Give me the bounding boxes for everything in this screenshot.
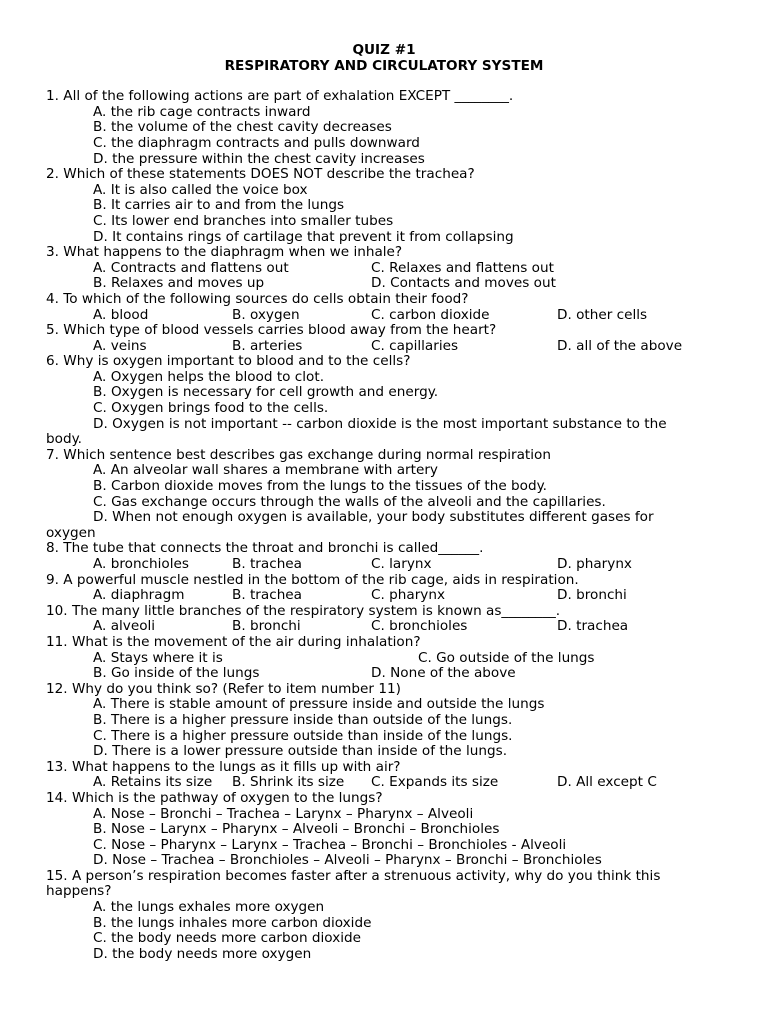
option-d: D. When not enough oxygen is available, your body substitutes different gases for <box>93 509 654 526</box>
option-d: D. the pressure within the chest cavity increases <box>93 150 425 167</box>
question-10 <box>0 604 768 635</box>
option-d: D. other cells <box>557 306 648 323</box>
question-text: 10. The many little branches of the respiratory system is known as________. <box>46 602 561 619</box>
option-c: C. Gas exchange occurs through the walls of the alveoli and the capillaries. <box>93 493 606 510</box>
option-c: C. Expands its size <box>371 774 499 791</box>
option-a: A. It is also called the voice box <box>93 181 308 198</box>
question-9 <box>0 573 768 604</box>
question-text-continued: happens? <box>46 883 112 900</box>
question-6 <box>0 354 768 448</box>
option-d: D. Contacts and moves out <box>371 275 556 292</box>
option-b: B. Go inside of the lungs <box>93 665 260 682</box>
option-b: B. Nose – Larynx – Pharynx – Alveoli – Bronchi – Bronchioles <box>93 821 500 838</box>
question-4 <box>0 292 768 323</box>
option-a: A. alveoli <box>93 618 156 635</box>
option-c: C. pharynx <box>371 587 446 604</box>
question-text: 9. A powerful muscle nestled in the bottom of the rib cage, aids in respiration. <box>46 571 579 588</box>
question-text: 11. What is the movement of the air during inhalation? <box>46 633 421 650</box>
option-row <box>0 588 768 604</box>
question-text: 4. To which of the following sources do cells obtain their food? <box>46 290 469 307</box>
option-b: B. Shrink its size <box>232 774 345 791</box>
option-c: C. bronchioles <box>371 618 468 635</box>
option-b: B. the lungs inhales more carbon dioxide <box>93 914 372 931</box>
option-d: D. None of the above <box>371 665 516 682</box>
option-row <box>0 308 768 324</box>
question-text: 12. Why do you think so? (Refer to item number 11) <box>46 680 401 697</box>
option-a: A. the lungs exhales more oxygen <box>93 899 325 916</box>
option-b: B. It carries air to and from the lungs <box>93 197 345 214</box>
question-13 <box>0 760 768 791</box>
question-7 <box>0 448 768 542</box>
question-11 <box>0 635 768 682</box>
option-row <box>0 276 768 292</box>
option-c: C. There is a higher pressure outside than inside of the lungs. <box>93 727 513 744</box>
question-5 <box>0 323 768 354</box>
option-a: A. Retains its size <box>93 774 213 791</box>
option-d: D. Nose – Trachea – Bronchioles – Alveoli – Pharynx – Bronchi – Bronchioles <box>93 852 602 869</box>
option-d-continued: oxygen <box>46 524 96 541</box>
option-c: C. the body needs more carbon dioxide <box>93 930 362 947</box>
option-d: D. the body needs more oxygen <box>93 945 312 962</box>
question-text: 8. The tube that connects the throat and bronchi is called______. <box>46 540 484 557</box>
option-a: A. blood <box>93 306 149 323</box>
quiz-title: QUIZ #1 <box>352 42 416 58</box>
option-b: B. arteries <box>232 337 303 354</box>
question-text: 7. Which sentence best describes gas exchange during normal respiration <box>46 446 551 463</box>
question-8 <box>0 541 768 572</box>
question-3 <box>0 245 768 292</box>
option-d: D. It contains rings of cartilage that prevent it from collapsing <box>93 228 514 245</box>
option-a: A. the rib cage contracts inward <box>93 103 311 120</box>
option-d: D. all of the above <box>557 337 683 354</box>
option-b: B. oxygen <box>232 306 300 323</box>
option-row <box>0 775 768 791</box>
option-b: B. Oxygen is necessary for cell growth and energy. <box>93 384 439 401</box>
option-d: D. pharynx <box>557 556 632 572</box>
option-b: B. trachea <box>232 587 302 604</box>
option-a: A. There is stable amount of pressure inside and outside the lungs <box>93 696 545 713</box>
option-d: D. All except C <box>557 774 657 791</box>
question-12 <box>0 682 768 760</box>
option-a: A. Oxygen helps the blood to clot. <box>93 368 325 385</box>
option-c: C. Nose – Pharynx – Larynx – Trachea – Bronchi – Bronchioles - Alveoli <box>93 836 567 853</box>
question-1 <box>0 89 768 167</box>
question-text: 1. All of the following actions are part of exhalation EXCEPT ________. <box>46 88 514 105</box>
option-row <box>0 651 768 667</box>
option-a: A. Contracts and flattens out <box>93 259 289 276</box>
question-text: 13. What happens to the lungs as it fills up with air? <box>46 758 401 775</box>
option-a: A. bronchioles <box>93 556 189 572</box>
question-text: 2. Which of these statements DOES NOT describe the trachea? <box>46 166 475 183</box>
option-a: A. veins <box>93 337 147 354</box>
option-a: A. An alveolar wall shares a membrane with artery <box>93 462 438 479</box>
option-c: C. carbon dioxide <box>371 306 490 323</box>
option-row <box>0 666 768 682</box>
option-a: A. Nose – Bronchi – Trachea – Larynx – Pharynx – Alveoli <box>93 805 474 822</box>
option-c: C. Relaxes and flattens out <box>371 259 554 276</box>
option-b: B. trachea <box>232 556 302 572</box>
option-b: B. the volume of the chest cavity decreases <box>93 119 392 136</box>
option-b: B. Carbon dioxide moves from the lungs to the tissues of the body. <box>93 478 548 495</box>
option-c: C. Oxygen brings food to the cells. <box>93 400 329 417</box>
question-2 <box>0 167 768 245</box>
option-row <box>0 619 768 635</box>
option-a: A. diaphragm <box>93 587 185 604</box>
option-d-continued: body. <box>46 431 83 448</box>
question-text: 14. Which is the pathway of oxygen to the lungs? <box>46 789 383 806</box>
question-text: 15. A person’s respiration becomes faster after a strenuous activity, why do you think this <box>46 867 661 884</box>
option-d: D. There is a lower pressure outside than inside of the lungs. <box>93 743 508 760</box>
question-14 <box>0 791 768 869</box>
option-c: C. Its lower end branches into smaller tubes <box>93 212 394 229</box>
option-d: D. Oxygen is not important -- carbon dioxide is the most important substance to the <box>93 415 667 432</box>
option-c: C. Go outside of the lungs <box>418 649 595 666</box>
option-d: D. bronchi <box>557 587 627 604</box>
option-c: C. the diaphragm contracts and pulls downward <box>93 134 420 151</box>
question-text: 5. Which type of blood vessels carries blood away from the heart? <box>46 322 497 339</box>
question-15 <box>0 869 768 963</box>
option-row <box>0 261 768 277</box>
option-row <box>0 557 768 573</box>
option-b: B. Relaxes and moves up <box>93 275 265 292</box>
question-text: 6. Why is oxygen important to blood and to the cells? <box>46 353 411 370</box>
option-c: C. larynx <box>371 556 432 572</box>
option-b: B. bronchi <box>232 618 301 635</box>
question-text: 3. What happens to the diaphragm when we inhale? <box>46 244 403 261</box>
option-d: D. trachea <box>557 618 629 635</box>
option-b: B. There is a higher pressure inside than outside of the lungs. <box>93 711 513 728</box>
option-a: A. Stays where it is <box>93 649 223 666</box>
option-row <box>0 339 768 355</box>
option-c: C. capillaries <box>371 337 459 354</box>
quiz-subject: RESPIRATORY AND CIRCULATORY SYSTEM <box>224 57 544 74</box>
